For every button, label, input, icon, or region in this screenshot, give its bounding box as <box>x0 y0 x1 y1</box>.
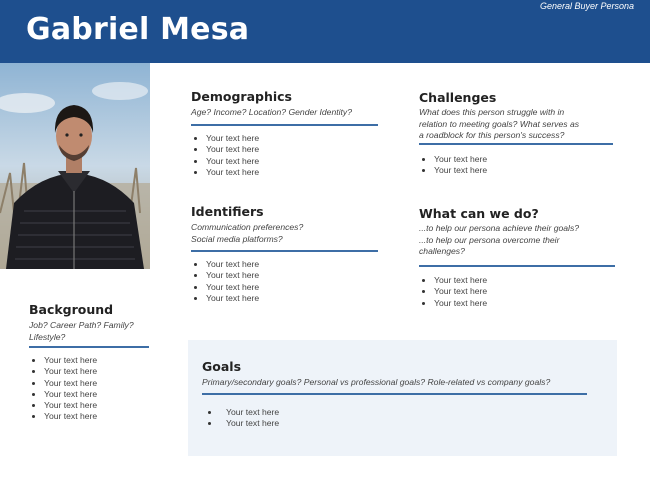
challenges-list <box>422 154 487 177</box>
list-item: Your text here <box>32 411 97 422</box>
list-item: Your text here <box>422 165 487 176</box>
identifiers-divider <box>191 250 378 252</box>
goals-title: Goals <box>202 359 242 374</box>
goals-section <box>202 359 550 388</box>
list-item: Your text here <box>32 378 97 389</box>
demographics-section <box>191 89 352 118</box>
list-item: Your text here <box>32 355 97 366</box>
list-item: Your text here <box>194 167 259 178</box>
background-divider <box>29 346 149 348</box>
demographics-subtitle: Age? Income? Location? Gender Identity? <box>191 107 353 117</box>
demographics-list <box>194 133 259 178</box>
identifiers-title: Identifiers <box>191 204 264 219</box>
what-can-we-do-subtitle-line: ...to help our persona achieve their goals? <box>419 223 580 233</box>
identifiers-subtitle-line: Communication preferences? <box>191 222 304 232</box>
persona-photo <box>0 63 150 269</box>
what-can-we-do-subtitle-line: ...to help our persona overcome their <box>419 234 560 245</box>
list-item: Your text here <box>32 366 97 377</box>
persona-name: Gabriel Mesa <box>26 12 250 47</box>
list-item: Your text here <box>208 418 279 429</box>
challenges-subtitle-line: a roadblock for this person's success? <box>419 130 565 140</box>
background-section <box>29 302 134 343</box>
list-item: Your text here <box>422 298 487 309</box>
header-banner <box>0 0 650 63</box>
list-item: Your text here <box>194 259 259 270</box>
goals-list <box>208 407 279 430</box>
list-item: Your text here <box>194 293 259 304</box>
goals-panel <box>188 340 617 456</box>
challenges-subtitle <box>419 107 579 142</box>
challenges-section <box>419 90 579 142</box>
list-item: Your text here <box>32 400 97 411</box>
identifiers-list <box>194 259 259 304</box>
what-can-we-do-divider <box>419 265 615 267</box>
goals-subtitle: Primary/secondary goals? Personal vs professional goals? Role-related vs company goals? <box>202 377 551 387</box>
background-list <box>32 355 97 423</box>
identifiers-subtitle-line: Social media platforms? <box>191 234 283 244</box>
list-item: Your text here <box>32 389 97 400</box>
list-item: Your text here <box>194 144 259 155</box>
demographics-divider <box>191 124 378 126</box>
what-can-we-do-list <box>422 275 487 309</box>
challenges-subtitle-line: What does this person struggle with in <box>419 107 565 117</box>
what-can-we-do-subtitle <box>419 223 579 258</box>
background-subtitle <box>29 319 134 343</box>
what-can-we-do-title: What can we do? <box>419 206 539 221</box>
background-subtitle-line: Job? Career Path? Family? <box>29 320 134 330</box>
background-title: Background <box>29 302 114 317</box>
persona-type-label: General Buyer Persona <box>539 1 634 11</box>
goals-divider <box>202 393 587 395</box>
what-can-we-do-subtitle-line: challenges? <box>419 246 465 256</box>
list-item: Your text here <box>194 156 259 167</box>
list-item: Your text here <box>194 282 259 293</box>
challenges-subtitle-line: relation to meeting goals? What serves as <box>419 118 580 129</box>
list-item: Your text here <box>422 275 487 286</box>
background-subtitle-line: Lifestyle? <box>29 332 66 342</box>
what-can-we-do-section <box>419 206 579 258</box>
list-item: Your text here <box>422 154 487 165</box>
challenges-title: Challenges <box>419 90 497 105</box>
challenges-divider <box>419 143 613 145</box>
list-item: Your text here <box>208 407 279 418</box>
demographics-title: Demographics <box>191 89 292 104</box>
list-item: Your text here <box>194 270 259 281</box>
list-item: Your text here <box>422 286 487 297</box>
list-item: Your text here <box>194 133 259 144</box>
identifiers-subtitle <box>191 221 303 245</box>
identifiers-section <box>191 204 303 245</box>
